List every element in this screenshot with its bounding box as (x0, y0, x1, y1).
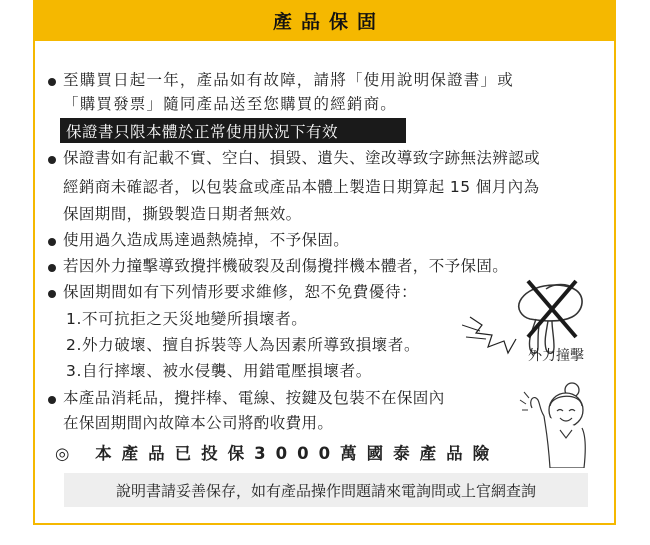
notice-text: 保證書只限本體於正常使用狀況下有效 (66, 122, 339, 141)
warranty-period-line-1: 至購買日起一年，產品如有故障，請將「使用說明保證書」或 (63, 71, 514, 89)
mixer-body (519, 285, 582, 321)
page-title: 產品保固 (272, 11, 385, 33)
mascot-lady-icon (510, 380, 595, 468)
paid-repair-item-3: 3.自行摔壞、被水侵襲、用錯電壓損壞者。 (66, 362, 372, 380)
impact-burst (470, 317, 516, 353)
footer-bar (64, 473, 588, 507)
bullet-dot (48, 156, 56, 164)
bullet-dot (48, 238, 56, 246)
motor-overheat-clause: 使用過久造成馬達過熱燒掉，不予保固。 (63, 231, 350, 249)
bullet-dot (48, 290, 56, 298)
bullet-dot (48, 78, 56, 86)
footer-text: 說明書請妥善保存，如有產品操作問題請來電詢問或上官網查詢 (115, 481, 536, 500)
mascot-illustration (510, 380, 595, 468)
paid-repair-item-1: 1.不可抗拒之天災地變所損壞者。 (66, 310, 308, 328)
certificate-line-1: 保證書如有記載不實、空白、損毀、遺失、塗改導致字跡無法辨認或 (63, 149, 541, 167)
notice-box (60, 118, 406, 143)
certificate-line-2: 經銷商未確認者，以包裝盒或產品本體上製造日期算起 15 個月內為 (63, 178, 540, 196)
insurance-statement (55, 440, 499, 464)
impact-lines (462, 325, 486, 339)
insurance-symbol: ◎ (55, 444, 80, 463)
paid-repair-item-2: 2.外力破壞、擅自拆裝等人為因素所導致損壞者。 (66, 336, 421, 354)
raised-hand (531, 398, 544, 416)
bullet-dot (48, 264, 56, 272)
certificate-line-3: 保固期間，撕毀製造日期者無效。 (63, 205, 302, 223)
bullet-dot (48, 396, 56, 404)
paid-repair-intro: 保固期間如有下列情形要求維修，恕不免費優待： (63, 283, 418, 301)
warranty-period-line-2: 「購買發票」隨同產品送至您購買的經銷商。 (63, 95, 398, 113)
illustration-caption: 外力撞擊 (528, 348, 584, 364)
insurance-text: 本產品已投保3000萬國泰產品險 (95, 444, 500, 463)
impact-damage-clause: 若因外力撞擊導致攪拌機破裂及刮傷攪拌機本體者，不予保固。 (63, 257, 509, 275)
body (544, 416, 585, 468)
motion-lines (520, 392, 529, 410)
header-bar (33, 0, 616, 41)
consumables-line-1: 本產品消耗品，攪拌棒、電線、按鍵及包裝不在保固內 (63, 389, 445, 407)
consumables-line-2: 在保固期間內故障本公司將酌收費用。 (63, 414, 334, 432)
